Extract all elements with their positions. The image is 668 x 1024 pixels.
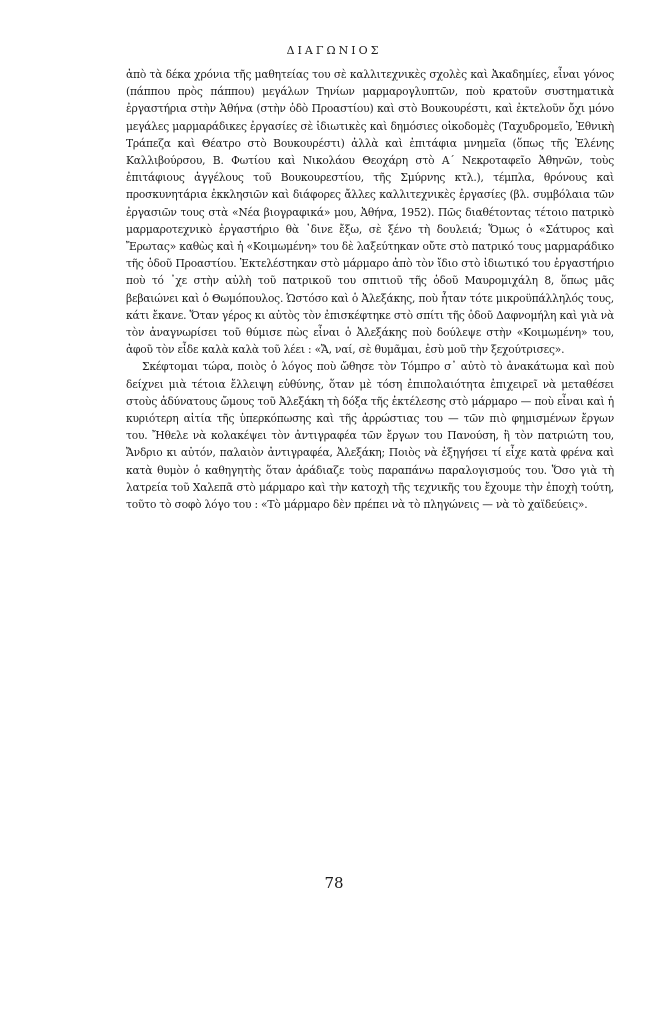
- body-text: [126, 66, 614, 513]
- paragraph-continued: ἀπὸ τὰ δέκα χρόνια τῆς μαθητείας του σὲ καλλιτεχνικὲς σχολὲς καὶ Ἀκαδημίες, εἶναι γόνος (πάππου πρὸς πάππου) μεγάλων Τηνίων μαρμαρογλυπτῶν, ποὺ κρατοῦν συστηματικὰ ἐργαστήρια στὴν Ἀθήνα (στὴν ὁδὸ Προαστίου) καὶ στὸ Βουκουρέστι, καὶ ἐκτελοῦν ὄχι μόνο μεγάλες μαρμαράδικες ἐργασίες σὲ ἰδιωτικὲς καὶ δημόσιες οἰκοδομὲς (Ταχυδρομεῖο, Ἐθνικὴ Τράπεζα καὶ Θέατρο στὸ Βουκουρέστι) ἀλλὰ καὶ ἐπιτάφια μνημεῖα (ὅπως τῆς Ἑλένης Καλλιβούρσου, Β. Φωτίου καὶ Νικολάου Θεοχάρη στὸ Α΄ Νεκροταφεῖο Ἀθηνῶν, τοὺς ἐπιτάφιους ἀγγέλους τοῦ Βουκουρεστίου, τῆς Σμύρνης κτλ.), τέμπλα, θρόνους καὶ προσκυνητάρια ἐκκλησιῶν καὶ διάφορες ἄλλες καλλιτεχνικὲς ἐργασίες (βλ. συμβόλαια τῶν ἐργασιῶν τους στὰ «Νέα βιογραφικά» μου, Ἀθήνα, 1952). Πῶς διαθέτοντας τέτοιο πατρικὸ μαρμαροτεχνικὸ ἐργαστήριο θὰ ᾽δινε ἔξω, σὲ ξένο τὴ δουλειά; Ὅμως ὁ «Σάτυρος καὶ Ἔρωτας» καθὼς καὶ ἡ «Κοιμωμένη» του δὲ λαξεύτηκαν οὔτε στὸ πατρικό τους μαρμαράδικο τῆς ὁδοῦ Προαστίου. Ἐκτελέστηκαν στὸ μάρμαρο ἀπὸ τὸν ἴδιο στὸ ἰδιωτικό του ἐργαστήριο ποὺ τό ᾽χε στὴν αὐλὴ τοῦ πατρικοῦ του σπιτιοῦ τῆς ὁδοῦ Μαυρομιχάλη 8, ὅπως μᾶς βεβαιώνει καὶ ὁ Θωμόπουλος. Ὡστόσο καὶ ὁ Ἀλεξάκης, ποὺ ἦταν τότε μικροϋπάλληλός τους, κάτι ἔκανε. Ὅταν γέρος κι αὐτὸς τὸν ἐπισκέφτηκε στὸ σπίτι τῆς ὁδοῦ Δαφνομήλη καὶ γιὰ νὰ τὸν ἀναγνωρίσει τοῦ θύμισε πὼς εἶναι ὁ Ἀλεξάκης ποὺ δούλεψε στὴν «Κοιμωμένη» του, ἀφοῦ τὸν εἶδε καλὰ καλὰ τοῦ λέει : «Ἄ, ναί, σὲ θυμᾶμαι, ἐσὺ μοῦ τὴν ξεχούτρισες».: [126, 68, 614, 357]
- page-number: 78: [324, 874, 344, 892]
- paragraph: Σκέφτομαι τώρα, ποιὸς ὁ λόγος ποὺ ὤθησε τὸν Τόμπρο σ᾽ αὐτὸ τὸ ἀνακάτωμα καὶ ποὺ δείχνει μιὰ τέτοια ἔλλειψη εὐθύνης, ὅταν μὲ τόση ἐπιπολαιότητα ἐπιχειρεῖ νὰ μεταθέσει στοὺς ἀδύνατους ὤμους τοῦ Ἀλεξάκη τὴ δόξα τῆς ἐκτέλεσης στὸ μάρμαρο — ποὺ εἶναι καὶ ἡ κυριότερη αἰτία τῆς ὑπερκόπωσης καὶ τῆς ἀρρώστιας του — τῶν πιὸ φημισμένων ἔργων του. Ἤθελε νὰ κολακέψει τὸν ἀντιγραφέα τῶν ἔργων του Πανούση, ἢ τὸν πατριώτη του, Ἄνδριο κι αὐτόν, παλαιὸν ἀντιγραφέα, Ἀλεξάκη; Ποιὸς νὰ ἐξηγήσει τί εἶχε κατὰ φρένα καὶ κατὰ θυμὸν ὁ καθηγητὴς ὅταν ἀράδιαζε τοὺς παραπάνω παραλογισμούς του. Ὅσο γιὰ τὴ λατρεία τοῦ Χαλεπᾶ στὸ μάρμαρο καὶ τὴν κατοχὴ τῆς τεχνικῆς του ἔχουμε τὴν ἐποχὴ τούτη, τοῦτο τὸ σοφὸ λόγο του : «Τὸ μάρμαρο δὲν πρέπει νὰ τὸ πληγώνεις — νὰ τὸ χαϊδεύεις».: [126, 360, 614, 512]
- running-head: ΔΙΑΓΩΝΙΟΣ: [286, 44, 382, 57]
